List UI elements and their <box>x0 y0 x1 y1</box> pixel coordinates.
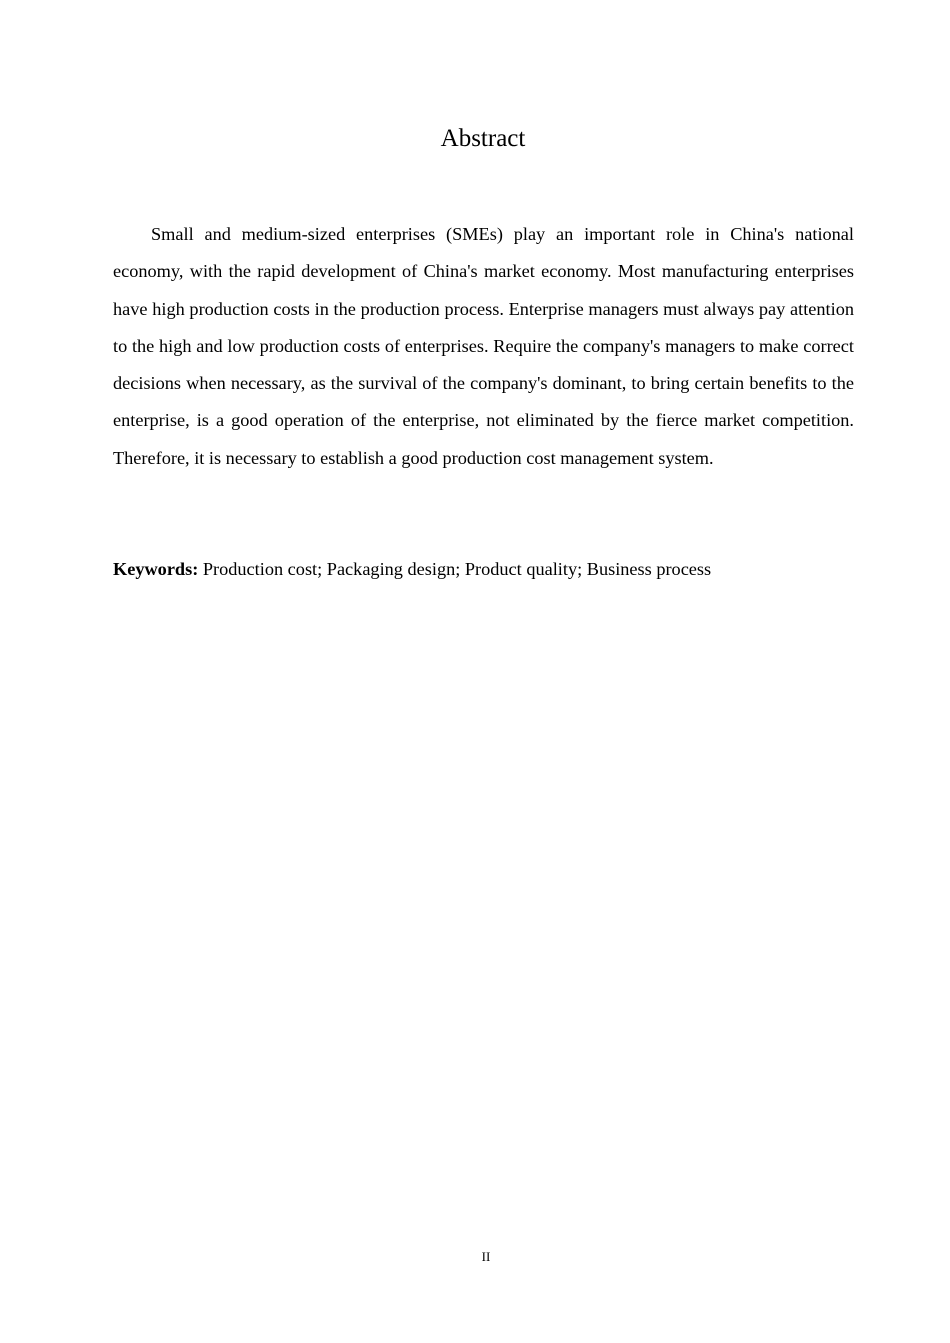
page-title: Abstract <box>440 125 526 152</box>
abstract-paragraph: Small and medium-sized enterprises (SMEs) play an important role in China's national economy, with the rapid development of China's market economy. Most manufacturing enterprises have high production costs in the production process. Enterprise managers must always pay attention to the high and low production costs of enterprises. Require the company's managers to make correct decisions when necessary, as the survival of the company's dominant, to bring certain benefits to the enterprise, is a good operation of the enterprise, not eliminated by the fierce market competition. Therefore, it is necessary to establish a good production cost management system. <box>113 224 854 468</box>
page-number: II <box>481 1249 491 1264</box>
keywords-label: Keywords: <box>113 559 199 579</box>
keywords-text: Production cost; Packaging design; Product quality; Business process <box>198 559 712 579</box>
keywords-line <box>113 556 854 582</box>
